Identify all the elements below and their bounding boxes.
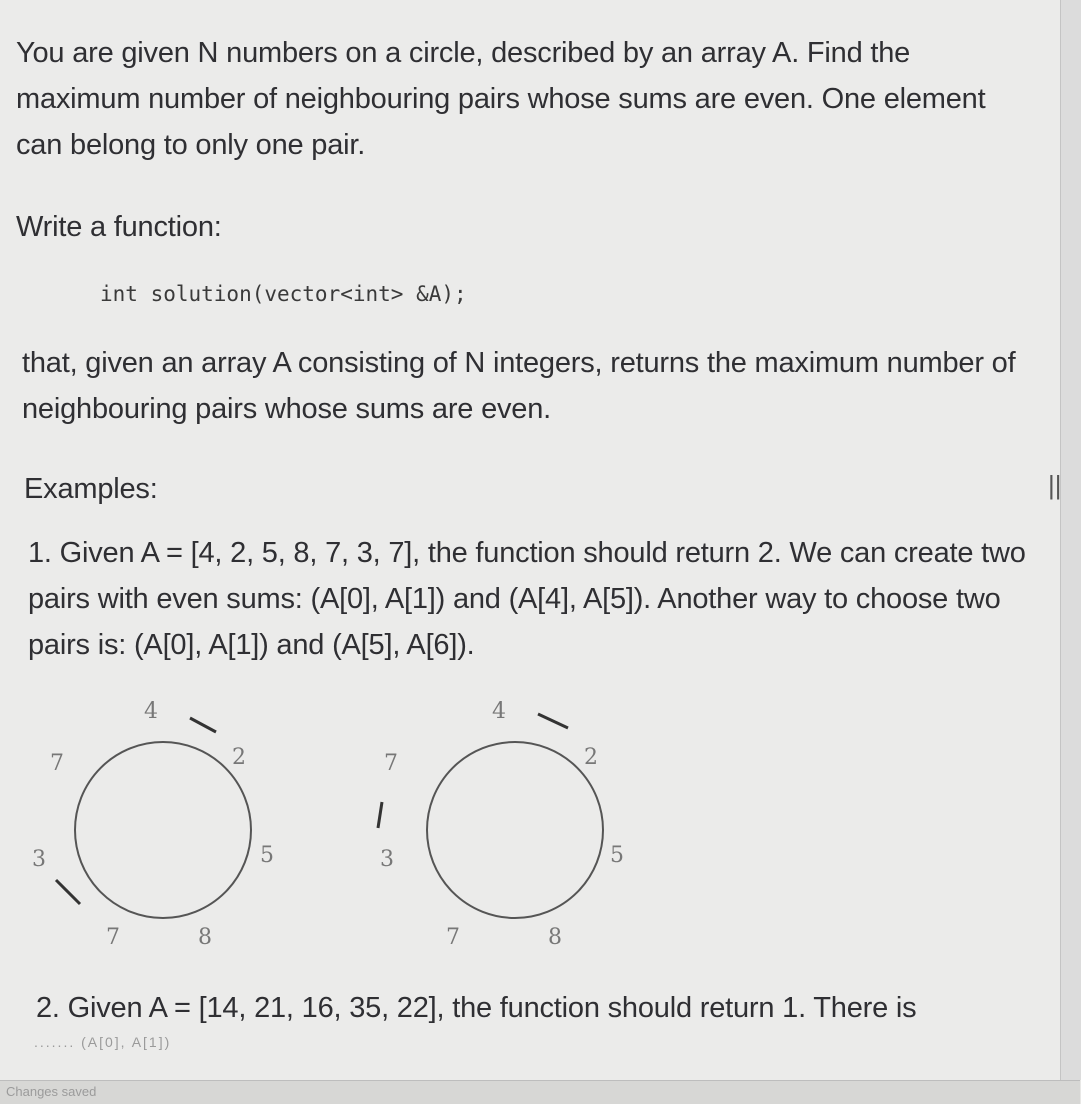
c1-n5: 3 (32, 847, 46, 872)
example-1-text: 1. Given A = [4, 2, 5, 8, 7, 3, 7], the function should return 2. We can create two pairs with even sums: (A[0], A[1]) and (A[4], A[5]). Another way to choose two pairs is: (A[0], A[1]) and (A[5], A[6]). (28, 537, 1026, 661)
examples-heading: Examples: (24, 473, 158, 505)
c1-n3: 8 (198, 925, 212, 950)
vertical-scrollbar[interactable] (1060, 0, 1081, 1080)
cut-off-line: ....... (A[0], A[1]) (34, 1034, 172, 1050)
problem-intro: You are given N numbers on a circle, described by an array A. Find the maximum number of neighbouring pairs whose sums are even. One element can belong to only one pair. (16, 37, 986, 161)
pair-mark-4-2-b (538, 714, 568, 728)
resize-grip-icon[interactable]: || (1048, 470, 1062, 500)
c1-n0: 4 (144, 699, 158, 724)
status-bar (0, 1080, 1080, 1104)
write-function-label: Write a function: (16, 211, 222, 243)
c1-n6: 7 (50, 751, 64, 776)
function-signature: int solution(vector<int> &A); (100, 282, 467, 306)
c2-n2: 5 (610, 843, 624, 868)
c2-n0: 4 (492, 699, 506, 724)
status-text: Changes saved (6, 1084, 97, 1099)
example-2-text: 2. Given A = [14, 21, 16, 35, 22], the function should return 1. There is (36, 992, 917, 1024)
circle-right (427, 742, 603, 918)
c2-n3: 8 (548, 925, 562, 950)
problem-description: that, given an array A consisting of N integers, returns the maximum number of neighbouring pairs whose sums are even. (22, 347, 1016, 425)
pair-mark-3-7 (56, 880, 80, 904)
pair-mark-4-2 (190, 718, 216, 732)
c2-n6: 7 (384, 751, 398, 776)
pair-mark-7-3 (378, 802, 382, 828)
c1-n2: 5 (260, 843, 274, 868)
c2-n1: 2 (584, 745, 598, 770)
c2-n4: 7 (446, 925, 460, 950)
c1-n1: 2 (232, 745, 246, 770)
circle-left (75, 742, 251, 918)
c2-n5: 3 (380, 847, 394, 872)
c1-n4: 7 (106, 925, 120, 950)
example-circle-diagrams (18, 690, 624, 960)
